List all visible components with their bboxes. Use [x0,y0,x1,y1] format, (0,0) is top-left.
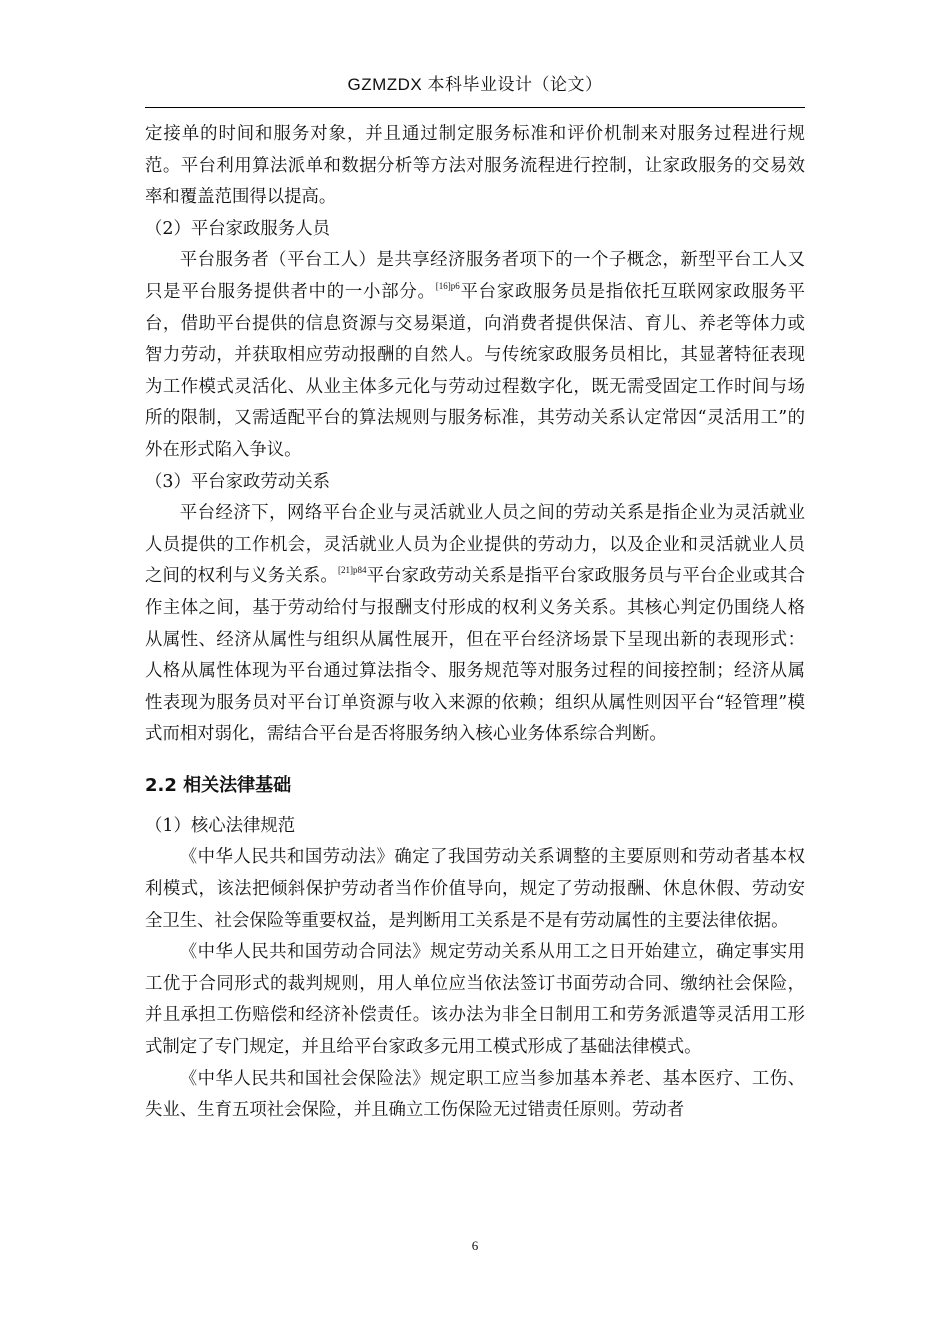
subheading-core-law: （1）核心法律规范 [145,815,296,836]
page-number: 6 [471,1238,479,1253]
citation: [21]p84 [337,565,367,576]
paragraph-text: 平台经济下，网络平台企业与灵活就业人员之间的劳动关系是指企业为灵活就业人员提供的工作机会，灵活就业人员为企业提供的劳动力，以及企业和灵活就业人员之间的权利与义务关系。 [145,503,805,587]
paragraph-text: 平台服务者（平台工人）是共享经济服务者项下的一个子概念，新型平台工人又只是平台服务提供者中的一小部分。 [145,250,805,302]
paragraph-service-staff [145,245,805,466]
citation: [16]p6 [435,280,460,291]
page-header: GZMZDX 本科毕业设计（论文） [347,75,603,94]
paragraph-social-insurance-law: 《中华人民共和国社会保险法》规定职工应当参加基本养老、基本医疗、工伤、失业、生育五项社会保险，并且确立工伤保险无过错责任原则。劳动者 [145,1068,805,1121]
subheading-labor-relation: （3）平台家政劳动关系 [145,471,330,492]
paragraph-labor-contract-law: 《中华人民共和国劳动合同法》规定劳动关系从用工之日开始建立，确定事实用工优于合同形式的裁判规则，用人单位应当依法签订书面劳动合同、缴纳社会保险，并且承担工伤赔偿和经济补偿责任。该办法为非全日制用工和劳务派遣等灵活用工形式制定了专门规定，并且给平台家政多元用工模式形成了基础法律模式。 [145,942,805,1058]
paragraph-labor-relation [145,498,805,751]
paragraph-text: 平台家政劳动关系是指平台家政服务员与平台企业或其合作主体之间，基于劳动给付与报酬支付形成的权利义务关系。其核心判定仍围绕人格从属性、经济从属性与组织从属性展开，但在平台经济场景下呈现出新的表现形式：人格从属性体现为平台通过算法指令、服务规范等对服务过程的间接控制；经济从属性表现为服务员对平台订单资源与收入来源的依赖；组织从属性则因平台“轻管理”模式而相对弱化，需结合平台是否将服务纳入核心业务体系综合判断。 [145,566,805,745]
paragraph-text: 平台家政服务员是指依托互联网家政服务平台，借助平台提供的信息资源与交易渠道，向消费者提供保洁、育儿、养老等体力或智力劳动，并获取相应劳动报酬的自然人。与传统家政服务员相比，其显著特征表现为工作模式灵活化、从业主体多元化与劳动过程数字化，既无需受固定工作时间与场所的限制，又需适配平台的算法规则与服务标准，其劳动关系认定常因“灵活用工”的外在形式陷入争议。 [145,281,805,460]
document-body [145,119,805,1127]
paragraph-labor-law: 《中华人民共和国劳动法》确定了我国劳动关系调整的主要原则和劳动者基本权利模式，该法把倾斜保护劳动者当作价值导向，规定了劳动报酬、休息休假、劳动安全卫生、社会保险等重要权益，是判断用工关系是不是有劳动属性的主要法律依据。 [145,847,805,931]
subheading-service-staff: （2）平台家政服务人员 [145,218,330,239]
header-rule [145,107,805,108]
section-heading: 2.2 相关法律基础 [145,774,292,796]
paragraph-continuation: 定接单的时间和服务对象，并且通过制定服务标准和评价机制来对服务过程进行规范。平台利用算法派单和数据分析等方法对服务流程进行控制，让家政服务的交易效率和覆盖范围得以提高。 [145,124,805,208]
